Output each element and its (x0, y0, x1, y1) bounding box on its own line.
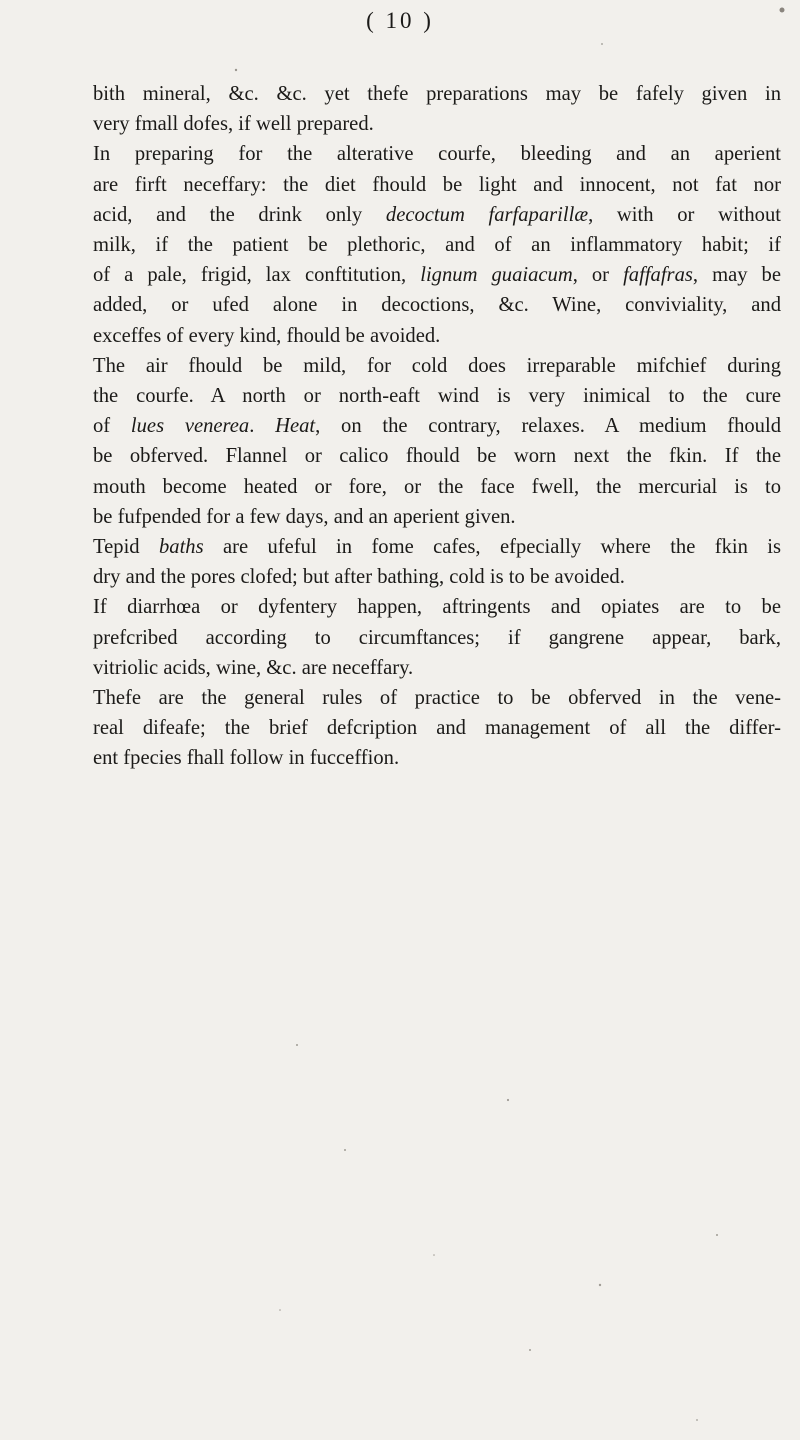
text-line: Thefe are the general rules of practice to be obferved in the vene- (93, 687, 781, 710)
text-line: prefcribed according to circumftances; if gangrene appear, bark, (93, 626, 781, 649)
text-line: The air fhould be mild, for cold does irreparable mifchief during (93, 354, 781, 377)
text-line: be fufpended for a few days, and an aperient given. (93, 505, 516, 528)
text-line: exceffes of every kind, fhould be avoided. (93, 324, 441, 347)
paragraph-5 (93, 592, 781, 683)
paragraph-4 (93, 532, 781, 592)
text-line: the courfe. A north or north-eaft wind is very inimical to the cure (93, 385, 781, 408)
text-line: If diarrhœa or dyfentery happen, aftringents and opiates are to be (93, 596, 781, 619)
italic-phrase: faffafras (623, 264, 693, 287)
paragraph-1 (93, 79, 781, 139)
body-text (93, 79, 781, 774)
text-line: dry and the pores clofed; but after bathing, cold is to be avoided. (93, 566, 625, 589)
text-line: real difeafe; the brief defcription and management of all the differ- (93, 717, 781, 740)
page-number: ( 10 ) (366, 8, 434, 33)
text-line: be obferved. Flannel or calico fhould be worn next the fkin. If the (93, 445, 781, 468)
text-line: acid, and the drink only decoctum farfaparillæ, with or without (93, 203, 782, 226)
italic-phrase: lignum guaiacum (420, 264, 573, 287)
text-line: very fmall dofes, if well prepared. (93, 113, 374, 136)
text-line: In preparing for the alterative courfe, bleeding and an aperient (93, 143, 781, 166)
text-line: milk, if the patient be plethoric, and of an inflammatory habit; if (93, 234, 781, 257)
text-line: added, or ufed alone in decoctions, &c. Wine, conviviality, and (93, 294, 781, 317)
italic-phrase: Heat (275, 415, 316, 438)
text-line: ent fpecies fhall follow in fucceffion. (93, 747, 400, 770)
italic-phrase: lues venerea (130, 415, 250, 438)
text-line: bith mineral, &c. &c. yet thefe preparations may be fafely given in (93, 83, 781, 105)
text-line: mouth become heated or fore, or the face fwell, the mercurial is to (93, 475, 781, 498)
italic-phrase: baths (158, 536, 204, 559)
text-line: of a pale, frigid, lax conftitution, lignum guaiacum, or faffafras, may be (93, 264, 781, 287)
paragraph-3 (93, 351, 781, 532)
text-line: of lues venerea. Heat, on the contrary, relaxes. A medium fhould (93, 415, 781, 438)
paragraph-2 (93, 139, 781, 350)
italic-phrase: decoctum farfaparillæ (385, 203, 589, 226)
text-line: are firft neceffary: the diet fhould be light and innocent, not fat nor (93, 173, 781, 196)
paragraph-6 (93, 683, 781, 774)
text-line: Tepid baths are ufeful in fome cafes, efpecially where the fkin is (93, 536, 782, 559)
text-line: vitriolic acids, wine, &c. are neceffary. (93, 656, 414, 679)
